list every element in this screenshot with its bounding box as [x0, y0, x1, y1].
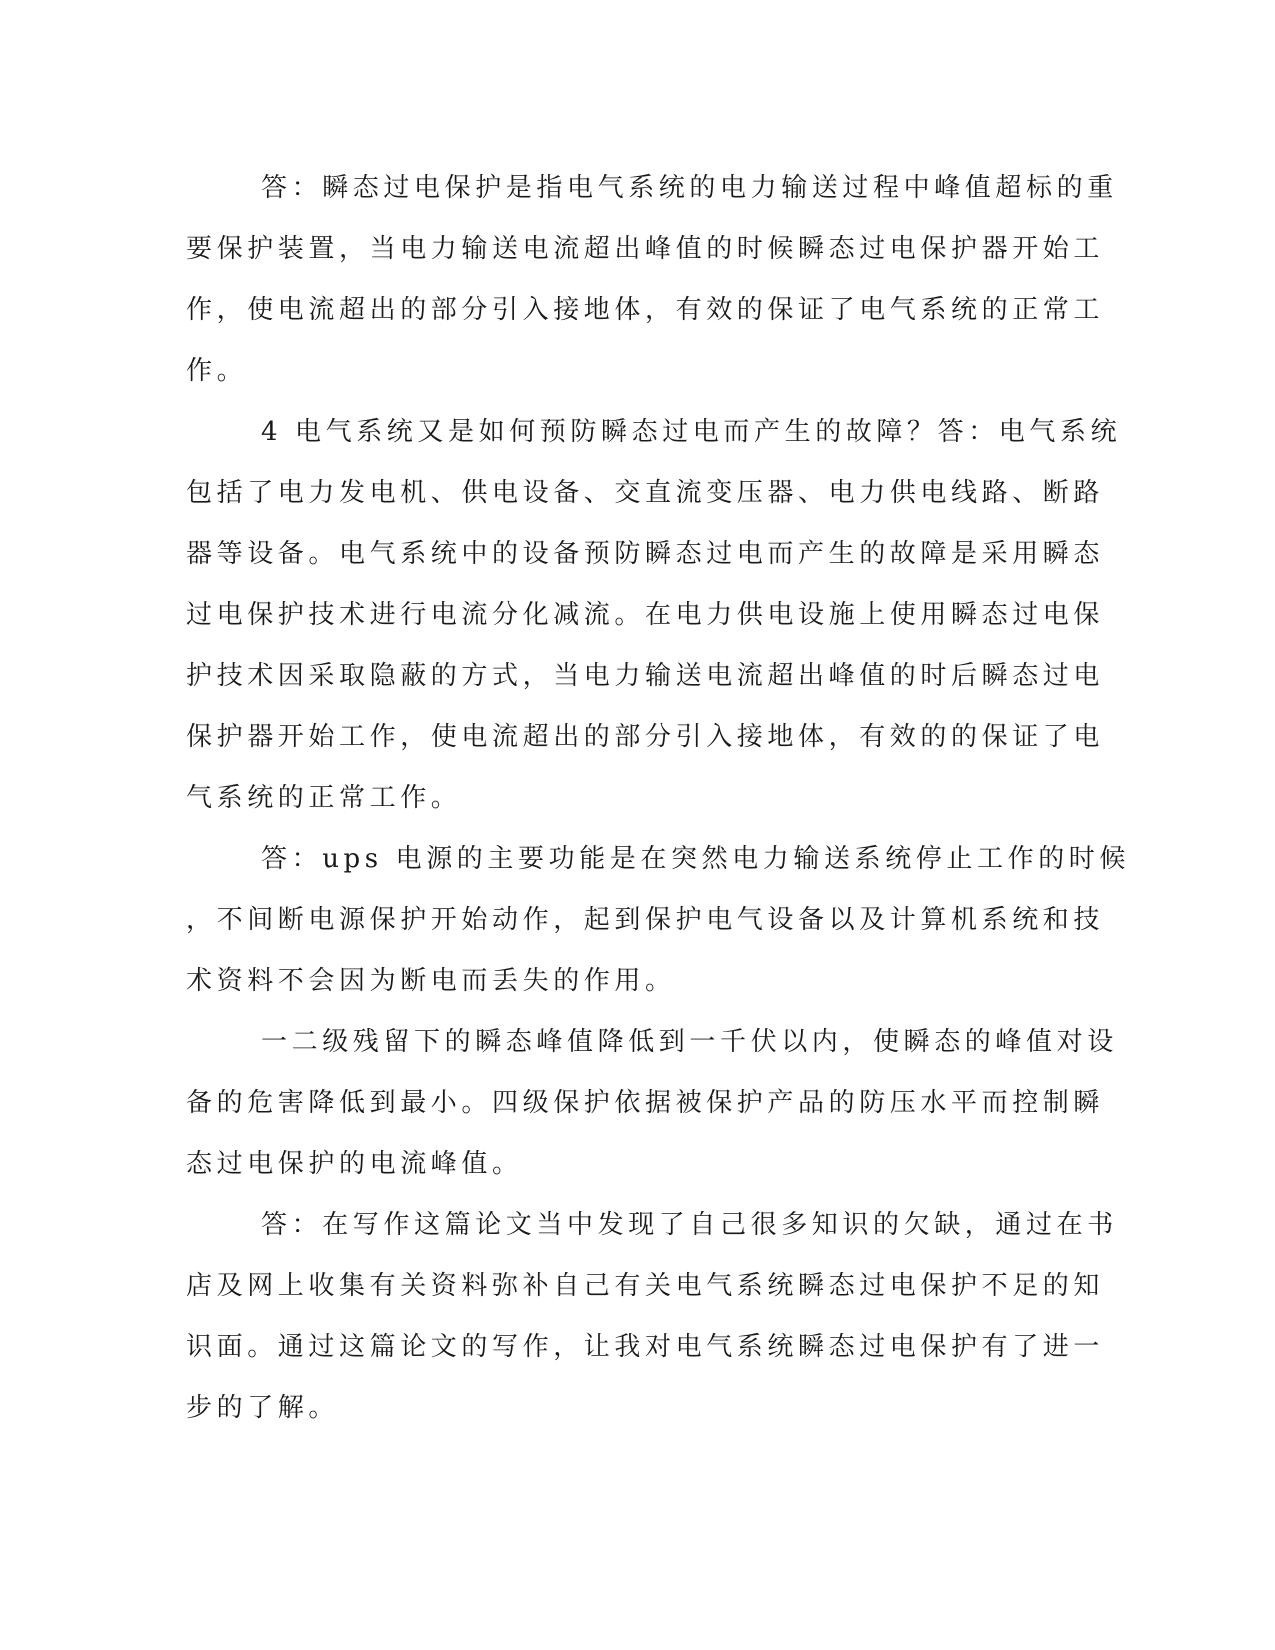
document-body — [186, 158, 1130, 1439]
paragraph-line: 步的了解。 — [186, 1393, 340, 1423]
paragraph-line: 保护器开始工作，使电流超出的部分引入接地体，有效的的保证了电 — [186, 722, 1105, 752]
paragraph-ups-function — [186, 829, 1130, 1012]
paragraph-line: 识面。通过这篇论文的写作，让我对电气系统瞬态过电保护有了进一 — [186, 1332, 1105, 1362]
paragraph-line: 答：在写作这篇论文当中发现了自己很多知识的欠缺，通过在书 — [261, 1210, 1118, 1240]
paragraph-line: 4 电气系统又是如何预防瞬态过电而产生的故障？答：电气系统 — [261, 417, 1122, 447]
paragraph-line: 气系统的正常工作。 — [186, 783, 462, 813]
paragraph-line: 过电保护技术进行电流分化减流。在电力供电设施上使用瞬态过电保 — [186, 600, 1105, 630]
paragraph-line: 要保护装置，当电力输送电流超出峰值的时候瞬态过电保护器开始工 — [186, 234, 1105, 264]
paragraph-line: 店及网上收集有关资料弥补自己有关电气系统瞬态过电保护不足的知 — [186, 1271, 1105, 1301]
paragraph-line: 答：ups 电源的主要功能是在突然电力输送系统停止工作的时候 — [261, 844, 1130, 874]
paragraph-line: 包括了电力发电机、供电设备、交直流变压器、电力供电线路、断路 — [186, 478, 1105, 508]
paragraph-fault-prevention — [186, 402, 1122, 829]
paragraph-transient-overvoltage-definition — [186, 158, 1118, 402]
paragraph-protection-levels — [186, 1012, 1118, 1195]
paragraph-line: 一二级残留下的瞬态峰值降低到一千伏以内，使瞬态的峰值对设 — [261, 1027, 1118, 1057]
paragraph-line: 作。 — [186, 356, 248, 386]
paragraph-line: 护技术因采取隐蔽的方式，当电力输送电流超出峰值的时后瞬态过电 — [186, 661, 1105, 691]
paragraph-line: 答：瞬态过电保护是指电气系统的电力输送过程中峰值超标的重 — [261, 173, 1118, 203]
paragraph-line: 术资料不会因为断电而丢失的作用。 — [186, 966, 676, 996]
paragraph-line: 态过电保护的电流峰值。 — [186, 1149, 523, 1179]
paragraph-line: 作，使电流超出的部分引入接地体，有效的保证了电气系统的正常工 — [186, 295, 1105, 325]
paragraph-line: 备的危害降低到最小。四级保护依据被保护产品的防压水平而控制瞬 — [186, 1088, 1105, 1118]
paragraph-line: ，不间断电源保护开始动作，起到保护电气设备以及计算机系统和技 — [186, 905, 1105, 935]
paragraph-conclusion — [186, 1195, 1118, 1439]
paragraph-line: 器等设备。电气系统中的设备预防瞬态过电而产生的故障是采用瞬态 — [186, 539, 1105, 569]
